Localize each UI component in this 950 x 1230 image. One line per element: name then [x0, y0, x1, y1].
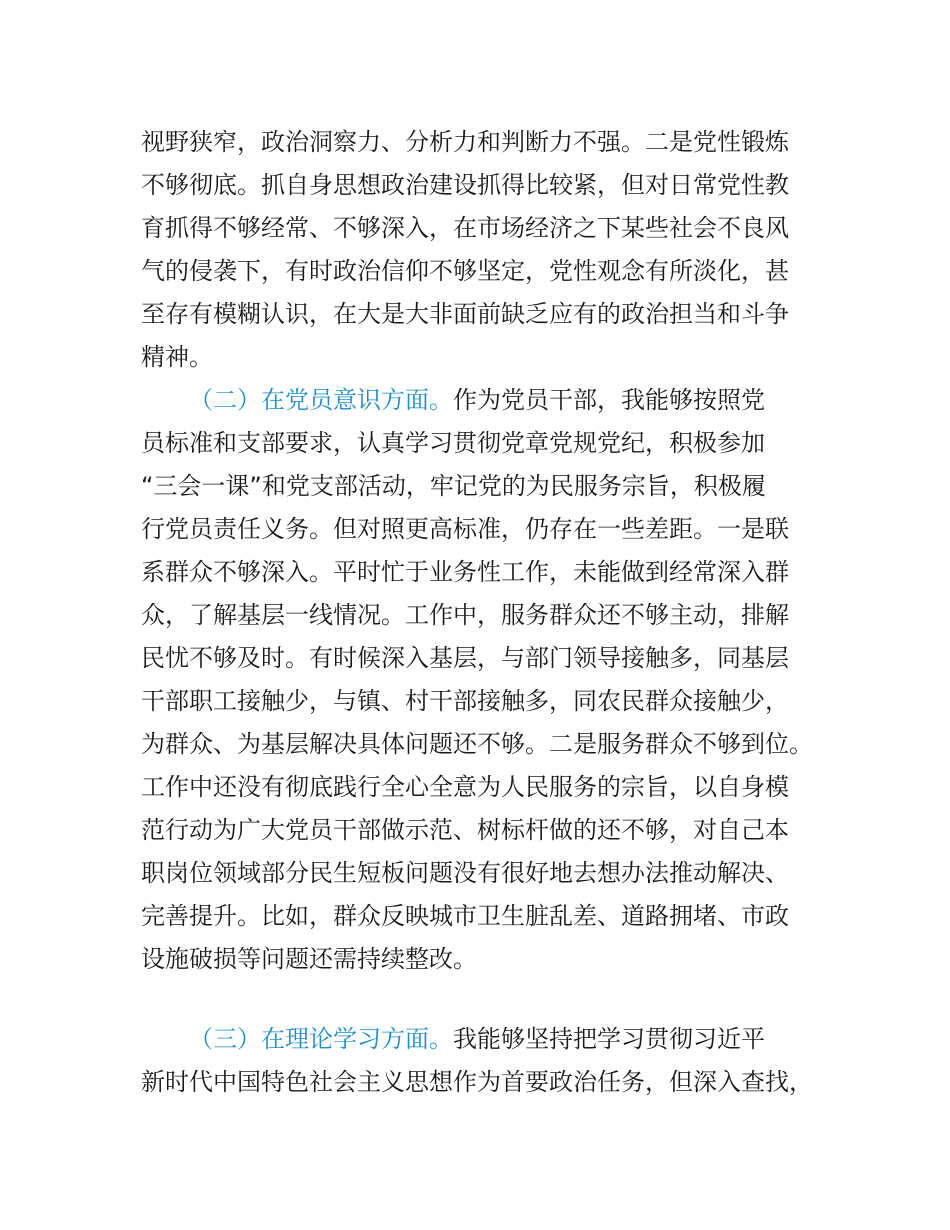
text-line: 职岗位领域部分民生短板问题没有很好地去想办法推动解决、 [141, 859, 789, 887]
text-line: 不够彻底。抓自身思想政治建设抓得比较紧，但对日常党性教 [141, 171, 789, 199]
text-line: 新时代中国特色社会主义思想作为首要政治任务，但深入查找， [141, 1068, 813, 1096]
text-line: 系群众不够深入。平时忙于业务性工作，未能做到经常深入群 [141, 558, 789, 586]
paragraph-first-line [141, 1018, 841, 1061]
text-line: 范行动为广大党员干部做示范、树标杆做的还不够，对自己本 [141, 816, 789, 844]
text-line: 至存有模糊认识，在大是大非面前缺乏应有的政治担当和斗争 [141, 300, 789, 328]
paragraph-3 [141, 1018, 841, 1104]
paragraph-2 [141, 379, 841, 981]
text-line: “三会一课”和党支部活动，牢记党的为民服务宗旨，积极履 [141, 472, 766, 500]
text-line: 为群众、为基层解决具体问题还不够。二是服务群众不够到位。 [141, 730, 813, 758]
text-line: 工作中还没有彻底践行全心全意为人民服务的宗旨，以自身模 [141, 773, 789, 801]
text-line: 员标准和支部要求，认真学习贯彻党章党规党纪，积极参加 [141, 429, 765, 457]
paragraph-1 [141, 121, 841, 379]
text-run: 作为党员干部，我能够按照党 [453, 386, 765, 414]
text-line: 视野狭窄，政治洞察力、分析力和判断力不强。二是党性锻炼 [141, 128, 789, 156]
text-line: 行党员责任义务。但对照更高标准，仍存在一些差距。一是联 [141, 515, 789, 543]
text-line: 民忧不够及时。有时候深入基层，与部门领导接触多，同基层 [141, 644, 789, 672]
text-line: 精神。 [141, 343, 213, 371]
paragraph-first-line [141, 379, 841, 422]
text-line: 干部职工接触少，与镇、村干部接触多，同农民群众接触少， [141, 687, 789, 715]
text-line: 设施破损等问题还需持续整改。 [141, 945, 477, 973]
section-heading: （三）在理论学习方面。 [189, 1025, 453, 1053]
text-line: 完善提升。比如，群众反映城市卫生脏乱差、道路拥堵、市政 [141, 902, 789, 930]
text-run: 我能够坚持把学习贯彻习近平 [453, 1025, 765, 1053]
text-line: 众，了解基层一线情况。工作中，服务群众还不够主动，排解 [141, 601, 789, 629]
section-heading: （二）在党员意识方面。 [189, 386, 453, 414]
text-line: 育抓得不够经常、不够深入，在市场经济之下某些社会不良风 [141, 214, 789, 242]
text-line: 气的侵袭下，有时政治信仰不够坚定，党性观念有所淡化，甚 [141, 257, 789, 285]
